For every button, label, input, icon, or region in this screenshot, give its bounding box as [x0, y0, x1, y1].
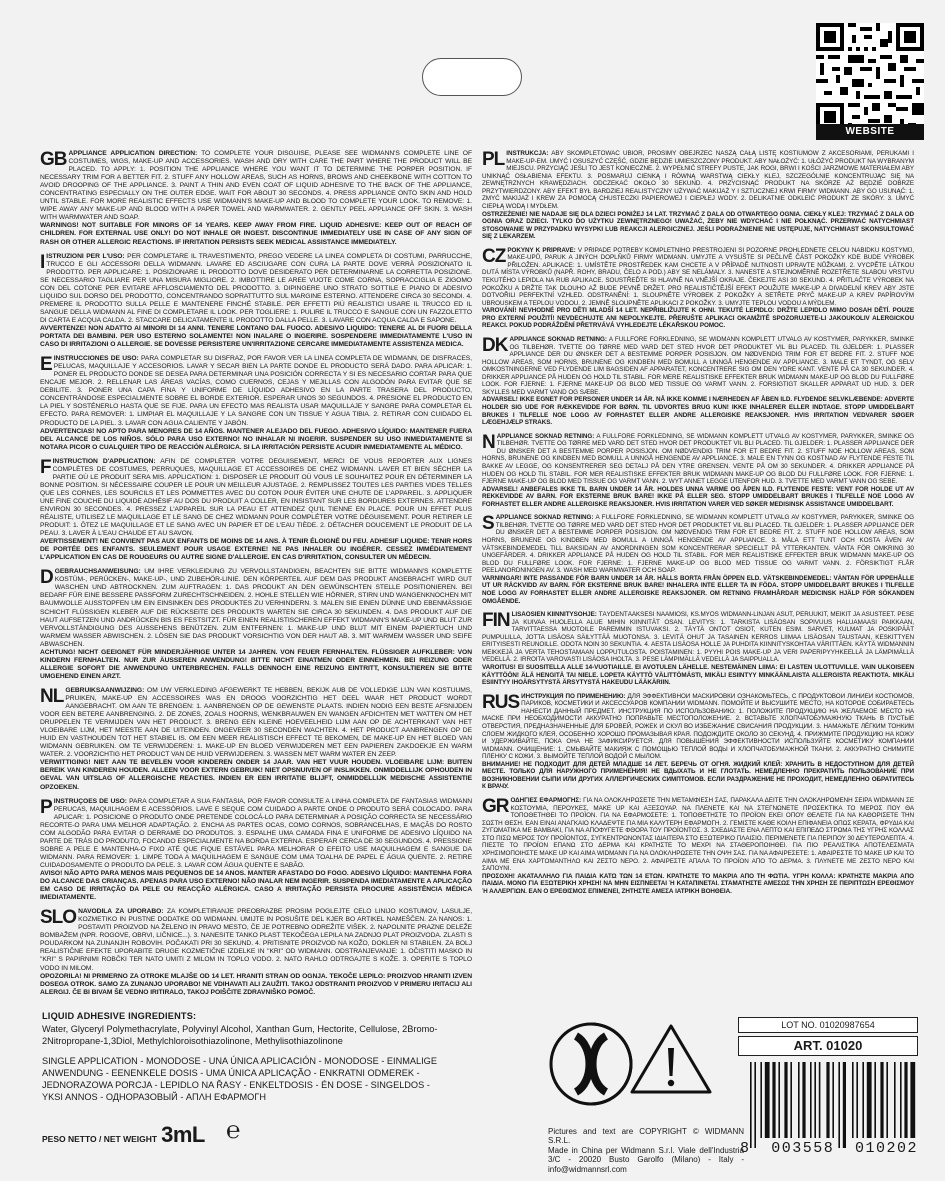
instruction-block-e [40, 355, 472, 452]
instruction-block-s [482, 514, 914, 605]
instruction-block-d [40, 568, 472, 681]
instruction-block-f [40, 458, 472, 563]
barcode-bar [814, 1062, 816, 1138]
warning-text: AVVERTENZE! NON ADATTO AI MINORI DI 14 ANNI. TENERE LONTANO DAL FUOCO. ADESIVO LIQUIDO: TENERE AL DI FUORI DELLA PORTATA DEI BAMBINI. PER USO ESTERNO SOLAMENTE! NON INALARE O INGERIRE. SOSPENDERE IMMEDIATAMENTE L'USO IN CASO DI IRRITAZIONI O ALLERGIE. SE DOVESSE PERSISTERE UN'IRRITAZIONE CERCARE IMMEDIATAMENTE ASSISTENZA MEDICA. [40, 324, 472, 349]
language-code: I [40, 252, 45, 273]
instructions-column-right [482, 150, 914, 895]
net-weight [42, 1122, 205, 1148]
language-code: GR [482, 797, 509, 817]
instruction-heading: NAVODILA ZA UPORABO: [78, 908, 164, 916]
language-code: GB [40, 150, 67, 170]
instruction-text: TO COMPLETE YOUR DISGUISE, PLEASE SEE WIDMANN'S COMPLETE LINE OF COSTUMES, WIGS, MAKE-UP AND ACCESSORIES. WASH AND DRY WITH CARE THE PART WHERE THE PRODUCT WILL BE PLACED. TO APPLY: 1. POSITION THE APPLIANCE WHERE YOU WANT IT TO DETERMINE THE PORPER POSITION. IF NECESSARY TRIM FOR A BETTER FIT. 2. STUFF ANY HOLLOW AREAS, SUCH AS HORNS, BROWS AND CHEEKBONE WITH COTTON TO AVOID DROOPING OF THE APPLIANCE. 3. PAINT A THIN AND EVEN COAT OF LIQUID ADHESIVE TO THE BACK OF THE APPLIANCE, CONCENTRATING ESPECIALLY ON THE OUTER EDGE. WAIT FOR ABOUT 30 SECONDS. 4. PRESS APPLIANCE ONTO SKIN AND HOLD UNTIL STABLE. FOR MORE REALISTIC EFFECTS USE WIDMANN'S MAKE-UP AND BLOOD TO COMPLETE YOUR LOOK. TO REMOVE: 1. WIPE AWAY ANY MAKE-UP AND BLOOD WITH A PAPER TOWEL AND WARMWATER. 2. GENTLY PEEL APPLIANCE OFF SKIN. 3. WASH WITH WARMWATER AND SOAP. [40, 150, 472, 222]
net-weight-value: 3mL [161, 1122, 205, 1147]
barcode-digits [740, 1140, 918, 1157]
instruction-block-gb [40, 150, 472, 247]
language-code: F [40, 457, 51, 478]
warning-text: ADVERTENCIAS! NO APTO PARA MENORES DE 14 AÑOS. MANTENER ALEJADO DEL FUEGO. ADHESIVO LÍQUIDO: MANTENER FUERA DEL ALCANCE DE LOS NIÑOS. SÓLO PARA USO EXTERNO! NO INHALAR NI INGERIR. SUSPENDER SU USO INMEDIATAMENTE SI NOTARA PICOR O CUALQUIER TIPO DE REACCIÓN ALÉRGICA. SI LA IRRITACIÓN PERSISTE ACUDIR INMEDIATAMENTE AL MÉDICO. [40, 427, 472, 451]
warning-text: AVERTISSEMENT! NE CONVIENT PAS AUX ENFANTS DE MOINS DE 14 ANS. À TENIR ÉLOIGNÉ DU FEU. ADHESIF LIQUIDE: TENIR HORS DE PORTÉE DES ENFANTS. SEULEMENT POUR USAGE EXTERNE! NE PAS INHALER OU INGÉRER. CESSEZ IMMÉDIATEMENT L'APPLICATION EN CAS DE ROUGEURS OU AUTRE SIGNE D'ALLERGIE. EN CAS D'IRRITATION, CONSULTER UN MÉDECIN. [40, 538, 472, 562]
warning-text: VAROITUS! EI SUOSITELLA ALLE 14-VUOTIAILLE. EI AVOTULEN LÄHELLE. NESTEMÄINEN LIIMA: EI LASTEN ULOTTUVILLE. VAIN ULKOISEEN KÄYTTÖÖN! ÄLÄ HENGITÄ TAI NIELE. LOPETA KÄYTTÖ VÄLITTÖMÄSTI, MIKÄLI ESIINTYY MINKÄÄNLAISTA ALLERGISTA REAKTIOTA. MIKÄLI ESIINTYY IHOÄRSYTYSTÄ ÄRSYTYSTÄ HAKEUDU LÄÄKÄRIIN. [482, 664, 914, 687]
language-code: S [482, 514, 494, 535]
instruction-heading: APPLIANCE APPLICATION DIRECTION: [68, 150, 198, 157]
copyright-block [548, 1127, 744, 1174]
warning-text: ACHTUNG! NICHT GEEIGNET FÜR MINDERJÄHRIGE UNTER 14 JAHREN. VON FEUER FERNHALTEN. FLÜSSIGER AUFKLEBER: VON KINDERN FERNHALTEN. NUR ZUR ÄUSSEREN ANWENDUNG! BITTE NICHT EINATMEN ODER EINNEHMEN. BEI REIZUNG ODER ALLERGIE SOFORT DIE ANWENDUNG UNTERBRECHEN. FALLS DENNOCH EINE REIZUNG EINTRITT, KONSULTIEREN SIE BITTE UMGEHEND EINEN ARZT. [40, 648, 472, 680]
barcode-bar [832, 1062, 834, 1138]
instruction-heading: APPLIANCE SÖKNAD RETNING: [509, 335, 607, 343]
instruction-heading: INSTRUCCIONES DE USO: [53, 355, 139, 363]
warning-text: VAROVÁNÍ! NEVHODNÉ PRO DĚTI MLADŠÍ 14 LET. NEPŘIBLIŽUJTE K OHNI. TEKUTÉ LEPIDLO: DRŽTE LEPIDLO MIMO DOSAH DĚTÍ. POUZE PRO EXTERNÍ POUŽITÍ! NEVDECHUJTE ANI NEPOLYKEJTE. PŘERUŠTE APLIKACI OKAMŽITĚ SPOZORUJETE-LI JAKOUKOLIV ALERGICKOU REAKCI. POKUD PODRÁŽDĚNÍ PŘETRVÁVÁ VYHLEDEJTE LÉKAŘSKOU POMOC. [482, 307, 914, 330]
warning-triangle-icon [628, 1022, 714, 1096]
barcode-bar [819, 1062, 821, 1138]
barcode-bar [798, 1062, 800, 1138]
barcode-bar [754, 1062, 756, 1148]
instruction-heading: ISTRUZIONI PER L'USO: [46, 252, 125, 260]
instruction-text: TÄYDENTÄÄKSESI NAAMIOSI, KS.MYÖS WIDMANN-LINJAN ASUT, PERUUKIT, MEIKIT JA ASUSTEET. PESE JA KUIVAA HUOLELLA ALUE MIHIN KIINNITÄT OSAN. LEVITYS: 1. TARKISTA LISÄOSAN SOPIVUUS HALUAMAASI PAIKKAAN, TARVITTAESSA MUOTOILE PAREMMIN ISTUVAKSI. 2. TÄYTÄ ONTOT OSIOT, KUTEN ESIM. SARVET, KULMAT JA POSKIPÄÄT PUMPULILLA, JOTTA LISÄOSA SÄILYTTÄÄ MUOTONSA. 3. LEVITÄ OHUT JA TASAINEN KERROS LIIMAA LISÄOSAN TAUSTAAN, KESKITTYEN ERITYISESTI REUNOILLE. ODOTA NOIN 30 SEKUNTIA. 4. AESTA LISÄOSA HOLLE JA PUHDITA KIINNITYSKOHTAA VÄRITTÄEN. KÄYTÄ WIDMANNIN MEIKKEJÄ JA VERTA TEHOSTAMAAN LOPPUTULOSTA. POISTAMINEN: 1. PYYHI POIS MAKE-UP JA VERI PAPERIPYYHKEELLÄ JA LÄMPIMÄLLÄ VEDELLÄ. 2. IRROITA VAROVASTI LISÄOSA IHOLTA. 3. PESE LÄMPIMÄLLÄ VEDELLÄ JA SAIPPUALLA. [482, 611, 914, 664]
copyright-line-1: Pictures and text are COPYRIGHT © WIDMANN S.R.L. [548, 1127, 744, 1146]
instruction-block-rus [482, 693, 914, 791]
instruction-heading: INSTRUCTION D'APPLICATION: [52, 457, 156, 465]
barcode-bar [910, 1062, 915, 1138]
ingredients-heading: LIQUID ADHESIVE INGREDIENTS: [42, 1011, 197, 1021]
instruction-text: UM IHRE VERKLEIDUNG ZU VERVOLLSTÄNDIGEN, BEACHTEN SIE BITTE WIDMANN'S KOMPLETTE KOSTÜM-, PERÜCKEN-, MAKE-UP-, UND ZUBEHÖR-LINIE. DEN KÖRPERTEIL AUF DEM DAS PRODUKT ANGEBRACHT WIRD GUT WASCHEN UND ABTROCKNEN. ZUM AUFTRAGEN: 1. DAS PRODUKT AN DEN GEWÜNSCHTEN STELLE POSITIONIEREN. BEI BEDARF FÜR EINE BESSERE PASSFORM ZURECHTSCHNEIDEN. 2. HOHLE STELLEN WIE HÖRNER, STIRN UND WANGENKNOCHEN MIT BAUMWOLLE AUSSTOPFEN UM EIN EINSINKEN DES PRODUKTES ZU VERHINDERN. 3. MALEN SIE EINEN DÜNNE UND EBENMÄSSIGE SCHICHT FLÜSSIGEN KLEBER AUF DIE RÜCKSEITE DES PRODUKTS WARTEN SIE CIRCA 30 SEKUNDEN. 4. DAS PRODUKT AUF DIE HAUT AUFSETZEN UND ANDRÜCKEN BIS ES FESTSITZT. FÜR EINEN REALISTISCHEREN EFFEKT WIDMANN'S MAKE-UP UND BLUT ZUR VERVOLLSTÄNDIGUNG DES AUSSEHENS BENÜTZEN. ZUM ENTFERNEN: 1. MAKE-UP UND BLUT MIT EINEM PAPIERTUCH UND WARMEM WASSER ABWISCHEN. 2. LÖSEN SIE DAS PRODUKT VORSICHTIG VON DER HAUT AB. 3. MIT WARMEM WASSER UND SEIFE ABWASCHEN. [40, 568, 472, 648]
hang-hole [422, 58, 522, 96]
barcode-bar [784, 1062, 787, 1138]
language-code: PL [482, 150, 505, 170]
instruction-text: ABY SKOMPLETOWAĆ UBIÓR, PROSIMY OBEJRZEĆ NASZĄ CAŁĄ LISTĘ KOSTIUMÓW Z AKCESORIAMI, PERUKAMI I MAKE-UP-EM. UMYĆ I OSUSZYĆ CZĘŚĆ, GDZIE BĘDZIE UMIESZCZONY PRODUKT. ABY NAŁOŻYĆ: 1. UŁÓŻYĆ PRODUKT NA WYBRANYM MIEJSCU. PRZYCIĄĆ JEŚLI TO JEST KONIECZNE. 2. WYPEŁNIĆ STREFY PUSTE, JAK ROGI, BRWI I KOŚCI JARZMOWE MATERIAŁEM ABY UNIKNĄĆ OSŁABIENIA EFEKTU. 3. POSMARUJ CIENKĄ I RÓWNĄ WARSTWĄ CIEKŁY KLEJ, SZCZEGÓLNIE KONCENTRUJĄC SIĘ NA ZEWNĘTRZNYCH KRAWĘDZIACH. ODCZEKAĆ OKOŁO 30 SEKUND. 4. PRZYCISNĄĆ PRODUKT NA SKÓRZE AŻ BĘDZIE DOBRZE PRZYTWIERDZONY. ABY EFEKT BYŁ BARDZIEJ REALISTYCZNY UŻYWAĆ MAKIJAŻ Y I SZTUCZNEJ KRWI FIRMY WIDMANN. ABY GO USUNĄĆ: 1. ZMYĆ MAKIJAŻ I KREW ZA POMOCĄ CHUSTECZKI PAPIEROWEJ I CIEPŁEJ WODY. 2. DELIKATNIE ODKLEIĆ PRODUKT ZE SKÓRY. 3. UMYĆ CIEPŁĄ WODĄ I MYDŁEM. [482, 150, 914, 210]
instruction-text: A FULLFÖRE FORKLEDNING, SE WIDMANN KOMPLETT UTVALG AV KOSTYMER, PARYKKER, SMINKE OG TILBEHØR. TVETTE OG TØRRE MED VARD DET STED HVOR DET PRODUKTET VIL BLI PLACED. TIL GJELDER: 1. PLASSER APPLIANCE DER DU ØNSKER DET A BESTEMME PORPER POSISJON. OM NØDVENDIG TRIM FOR ET BEDRE FIT. 2. STUFF NOE HOLLOW AREAS, SOM HORNS, BRUNENE OG KINDBEN MED BOMULL A UNNGÅ HENGENDE AV APPLIANCE. 3. MALE EN TYNN OG KOSTNAD AV FLYTENDE FESTE TIL BAKKE AV LEGGE, OG KONSENTRERER SEG DETALJ PÅ DEN YTRE GRENSEN. VENTE PÅ OM 30 SEKUNDER. 4. DRIKKER APPLIANCE PÅ HUDEN OG HOLD TIL STABIL. FOR MER REALISTISKE EFFEKTER BRUK WIDMANN MAKE-UP OG BLOD DU FULLFØRE LOOK. FOR FJERNE: 1. FJERNE MAKE-UP OG BLOD MED TISSUE OG VARMT VANN. 2. WYT ANNET LEGGE UTENFOR HUD. 3. TVETTE MED VARMT VANN OG SEBE. [482, 432, 914, 486]
instruction-text: V PŘÍPADĚ POTŘEBY KOMPLETNÍHO PŘESTROJENÍ SI POZORNĚ PROHLÉDNĚTE CELOU NABÍDKU KOSTÝMŮ, MAKE-UPŮ, PARUK A JINÝCH DOPLŇKŮ FIRMY WIDMANN. UMYJTE A VYSUŠTE SI PEČLIVĚ ČÁST POKOŽKY KDE BUDE VÝROBEK PŘILOŽEN. APLIKACE: 1. UMÍSTĚTE PROSTŘEDEK KAM CHCETE A V PŘÍPADĚ NUTNOSTI UPRAVTE NŮŽKAMI. 2. VYCPĚTE LÁTKOU DUTÁ MÍSTA VÝROBKŮ (NAPŘ. ROHY, BRADU, ČELO A POD.) ABY SE NELÁMALY. 3. NANESTE A STEJNOMĚRNĚ ROZETŘETE SLABOU VRSTVU TEKUTÉHO LEPIDLA NA RUB APLIKACE. SOUSTŘEĎTE SI HLAVNĚ NA VNĚJŠÍ OKRAJE. ČEKEJTE ASI 30 SEKUND. 4. PŘITLAČTE VÝROBEK NA POKOŽKU A DRŽTE TAK DLOUHO AŽ BUDE PEVNĚ DRŽET. PRO REALISTIČTĚJŠÍ EFEKT POUŽIJTE MAKE-UP A DIVADELNÍ KREV ABY JSTE DOTVOŘILI PERFEKTNÍ VZHLED. ODSTRANĚNÍ: 1. SLOUPNĚTE VÝROBEK Z POKOŽKY A SETŘETE PRYČ MAKE-UP A KREV PAPÍROVÝM UBROUSKEM A TEPLOU VODOU. 2. JEMNĚ SLOUPNĚTE APLIKACI Z POKOŽKY. 3. UMYJTE TEPLOU VODOU A MÝDLEM. [482, 246, 914, 307]
warning-text: VERWITTIGING! NIET AAN TE BEVELEN VOOR KINDEREN ONDER 14 JAAR. VAN HET VUUR HOUDEN. VLOEIBARE LIJM: BUITEN BEREIK VAN KINDEREN HOUDEN. ALLEEN VOOR EXTERN GEBRUIK! NIET OPSNUIVEN OF INSLIKKEN. ONMIDDELLIJK OPHOUDEN IN GEVAL VAN UITSLAG OF ALLERGISCHE REACTIES. INDIEN ER EEN IRRITATIE BLIJFT, ONMIDDELLIJK MEDISCHE ASSISTENTIE OPZOEKEN. [40, 759, 472, 791]
warning-text: VARNINGAR! INTE PASSANDE FÖR BARN UNDER 14 ÅR. HÅLLS BORTA FRÅN ÖPPEN ELD. VÄTSKEBINDEMEDEL: VÄNTAN FÖR UPPEHÅLLE UT UR RÄCKVIDD AV BARN. FÖR EKSTERNE BRUK BARE! INHALERA INTE ELLER TA IN FÖDA. STOPP UMIDDELBART BRUKES I TILFELLE NOE LOGG AV FORHASTET ELLER ANDRE ALLERGISKE REAKSJONER. OM RETNING FRAMHÅRDAR MEDICINSK HJÄLP FÖR SÖKANDEN OMGÅENDE. [482, 574, 914, 605]
instruction-heading: LISÄOSIEN KIINNITYSOHJE: [511, 611, 597, 619]
instruction-heading: APPLIANCE SÖKNAD RETNING: [496, 432, 595, 440]
copyright-line-2: Made in China per Widmann S.r.l. Viale dell'Industria 3/C - 20020 Busto Garolfo (Milano) - Italy - info@widmannsrl.com [548, 1145, 744, 1174]
barcode-bar [843, 1062, 846, 1148]
instruction-text: PARA COMPLETAR A SUA FANTASIA, POR FAVOR CONSULTE A LINHA COMPLETA DE FANTASIAS WIDMANN PERUCAS, MAQUILHAGEM E ACESSÓRIOS. LAVE E SEQUE COM CUIDADO A PARTE ONDE O PRODUTO SERÁ COLOCADO. PARA APLICAR: 1. POSICIONE O PRODUTO ONDE PRETENDE COLOCÁ-LO PARA DETERMINAR A POSIÇÃO CORRECTA SE NECESSÁRIO RECORTE-O PARA UMA MELHOR ADAPTAÇÃO. 2. ENCHA AS PARTES OCAS, COMO CORNOS, SOBRANCELHAS, E MAÇÃS DO ROSTO COM ALGODÃO PARA EVITAR O DERRAME DO PRODUTOS. 3. ESPALHE UMA CAMADA FINA E UNIFORME DE ADESIVO LÍQUIDO NA PARTE DE TRÁS DO PRODUTO, FOCANDO ESPECIALMENTE NA BORDA EXTERNA. ESPERAR CERCA DE 30 SEGUNDOS. 4. PRESSIONE SOBRE A PELE E MANTENHA-O FIXO ATÉ QUE FIQUE ESTÁVEL PARA MELHORAR O EFEITO USE MAQUILHAGEM E SANGUE DA WIDMANN. PARA REMOVER: 1. LIMPE TODA A MAQUILHAGEM E SANGUE COM UMA TOALHA DE PAPEL E ÁGUA QUENTE. 2. RETIRE CUIDADOSAMENTE O PRODUTO DA PELE. 3. LAVAR COM ÁGUA QUENTE E SABÃO. [40, 797, 472, 869]
barcode-bar [880, 1062, 883, 1138]
barcode-bar [810, 1062, 812, 1138]
instruction-text: ΓΙΑ ΝΑ ΟΛΟΚΛΗΡΩΣΕΤΕ ΤΗΝ ΜΕΤΑΜΦΙΕΣΗ ΣΑΣ, ΠΑΡΑΚΑΛΑ ΔΕΙΤΕ ΤΗΝ ΟΛΟΚΛΗΡΩΜΕΝΗ ΣΕΙΡΑ WIDMANN ΣΕ ΚΟΣΤΟΥΜΙΑ, ΠΕΡΟΥΚΕΣ, MAKE UP ΚΑΙ ΑΞΕΣΟΥΑΡ. ΝΑ ΠΛΕΝΕΤΕ ΚΑΙ ΝΑ ΣΤΕΓΝΩΝΕΤΕ ΠΡΟΣΕΚΤΙΚΑ ΤΟ ΜΕΡΟΣ ΠΟΥ ΘΑ ΤΟΠΟΘΕΤΗΘΕΙ ΤΟ ΠΡΟΪΟΝ. ΓΙΑ ΝΑ ΕΦΑΡΜΟΣΕΤΕ: 1. ΤΟΠΟΘΕΤΗΣΤΕ ΤΟ ΠΡΟΪΟΝ ΕΚΕΙ ΟΠΟΥ ΘΕΛΕΤΕ ΓΙΑ ΝΑ ΚΑΘΟΡΙΣΕΤΕ ΤΗΝ ΣΩΣΤΗ ΘΕΣΗ. ΕΑΝ ΕΙΝΑΙ ΑΝΑΓΚΑΙΟ ΚΛΑΔΕΨΤΕ ΓΙΑ ΜΙΑ ΚΑΛΥΤΕΡΗ ΕΦΑΡΜΟΓΗ. 2. ΓΕΜΙΣΤΕ ΚΑΘΕ ΚΟΙΛΗ ΕΠΙΦΑΝΕΙΑ ΟΠΩΣ ΚΕΡΑΤΑ, ΦΡΥΔΙΑ ΚΑΙ ΖΥΓΩΜΑΤΙΚΑ ΜΕ ΒΑΜΒΑΚΙ, ΓΙΑ ΝΑ ΑΠΟΦΥΓΕΤΕ ΦΘΟΡΑ ΤΟΥ ΠΡΟΪΟΝΤΟΣ. 3. ΣΧΕΔΙΑΣΤΕ ΕΝΑ ΛΕΠΤΟ ΚΑΙ ΕΠΙΠΕΔΟ ΣΤΡΩΜΑ ΤΗΣ ΥΓΡΗΣ ΚΟΛΛΑΣ ΣΤΟ ΠΙΣΩ ΜΕΡΟΣ ΤΟΥ ΠΡΟΪΟΝΤΟΣ, ΣΥΓΚΕΝΤΡΩΝΟΝΤΑΣ ΙΔΙΑΙΤΕΡΑ ΣΤΟ ΕΞΩΤΕΡΙΚΟ ΠΛΑΙΣΙΟ. ΠΕΡΙΜΕΝΕΤΕ ΓΙΑ ΠΕΡΙΠΟΥ 30 ΔΕΥΤΕΡΟΛΕΠΤΑ. 4. ΠΙΕΣΤΕ ΤΟ ΠΡΟΪΟΝ ΕΠΑΝΩ ΣΤΟ ΔΕΡΜΑ ΚΑΙ ΚΡΑΤΗΣΤΕ ΤΟ ΜΕΧΡΙ ΝΑ ΣΤΑΘΕΡΟΠΟΙΗΘΕΙ. ΓΙΑ ΠΙΟ ΡΕΑΛΙΣΤΙΚΑ ΑΠΟΤΕΛΕΣΜΑΤΑ ΧΡΗΣΙΜΟΠΟΙΗΣΤΕ MAKE UP ΚΑΙ ΑΙΜΑ WIDMANN ΓΙΑ ΝΑ ΟΛΟΚΛΗΡΩΣΕΤΕ ΤΗΝ ΟΨΗ ΣΑΣ. ΓΙΑ ΝΑ ΑΦΑΙΡΕΣΕΤΕ: 1. ΑΦΑΙΡΕΣΤΕ ΤΟ MAKE UP ΚΑΙ ΤΟ ΑΙΜΑ ΜΕ ΕΝΑ ΧΑΡΤΟΜΑΝΤΗΛΟ ΚΑΙ ΖΕΣΤΟ ΝΕΡΟ. 2. ΑΦΑΙΡΕΣΤΕ ΑΠΑΛΑ ΤΟ ΠΡΟΪΟΝ ΑΠΟ ΤΟ ΔΕΡΜΑ. 3. ΠΛΥΝΕΤΕ ΜΕ ΖΕΣΤΟ ΝΕΡΟ ΚΑΙ ΣΑΠΟΥΝΙ. [482, 797, 914, 873]
website-label: WEBSITE [816, 124, 924, 140]
instruction-heading: POKYNY K PŘÍPRAVĚ: [507, 246, 576, 254]
barcode-digits-left: 003558 [771, 1140, 835, 1157]
barcode-digits-right: 010202 [854, 1140, 918, 1157]
instruction-heading: ΟΔΗΓΙΕΣ ΕΦΑΡΜΟΓΗΣ: [510, 797, 582, 804]
barcode-bar [900, 1062, 902, 1138]
language-code: DK [482, 335, 508, 356]
barcode-bar [778, 1062, 780, 1138]
barcode-bar [750, 1062, 752, 1148]
instruction-heading: ИНСТРУКЦИЯ ПО ПРИМЕНЕНИЮ: [521, 692, 626, 700]
barcode-digit-first: 8 [740, 1140, 751, 1157]
article-number: ART. 01020 [738, 1036, 918, 1056]
barcode-bar [886, 1062, 888, 1138]
barcode-bar [874, 1062, 876, 1138]
ingredients-text: Water, Glyceryl Polymethacrylate, Polyvinyl Alcohol, Xanthan Gum, Hectorite, Cellulose, 2Bromo-2Nitropropane-1,3Diol, Methylchloroisothiazolinone, Methylisothiazolinone [42, 1024, 438, 1046]
instruction-block-gr [482, 797, 914, 895]
barcode-bar [867, 1062, 872, 1138]
warning-text: ADVARSEL! ANBEFALES IKKE TIL BARN UNDER 14 ÅR. HOLDES UNNA VARME OG ÅPEN ILD. FLYTENDE FESTE: VENT FOR HOLDE UT AV REKKEVIDDE AV BARN. FOR EKSTERNE BRUK BARE! IKKE PÅ ELLER SEG. STOPP UMIDDELBART BRUKES I TILFELLE NOE LOGG AV FORHASTET ELLER ANDRE ALLERGISKE REAKSJONER. HVIS IRRITATION VARER VED SØKER MEDISINSK ASSISTANCE UMIDDELBART. [482, 485, 914, 508]
warning-text: OSTRZEŻENIE! NIE NADAJE SIĘ DLA DZIECI PONIŻEJ 14 LAT. TRZYMAĆ Z DALA OD OTWARTEGO OGNIA. CIEKŁY KLEJ: TRZYMAĆ Z DALA OD OGNIA ORAZ DZIECI. TYLKO DO UŻYTKU ZEWNĘTRZNEGO! UWAŻAĆ, ŻEBY NIE WDYCHAĆ I NIE POŁKNĄĆ. PRZERWAĆ NATYCHMIAST STOSOWANIE W PRZYPADKU WYSYPKI LUB REAKCJI ALERGICZNEJ. JEŚLI PODRAŻNIENIE NIE USTĘPUJE, NATYCHMIAST SKONSULTOWAĆ SIĘ Z LEKARZEM. [482, 210, 914, 241]
estimated-sign-icon: ℮ [226, 1118, 239, 1144]
instruction-text: PARA COMPLETAR SU DISFRAZ, POR FAVOR VER LA LINEA COMPLETA DE WIDMANN, DE DISFRACES, PELUCAS, MAQUILLAJE Y ACCESORIOS. LAVAR Y SECAR BIEN LA PARTE DONDE EL PRODUCTO SERÁ DADO. PARA APLICAR: 1. PONER EL PRODUCTO DONDE SE DESEA PARA DETERMINAR UNA POSICIÓN CORRECTA Y SI ES NECESARIO CORTAR PARA QUE ENCAJE MEJOR. 2. RELLENAR LAS ÁREAS VACÍAS, COMO CUERNOS, CEJAS Y MEJILLAS CON ALGODÓN PARA EVITAR QUE SE DEBILITE. 3. PONER UNA CAPA FINA Y UNIFORME DE LÍQUIDO ADHESIVO EN LA PARTE TRASERA DEL PRODUCTO, CONCENTRÁNDOSE ESPECIALMENTE SOBRE EL BORDE EXTERIOR. ESPERAR UNOS 30 SEGUNDOS. 4. PRESIONE EL PRODUCTO EN LA PIEL Y SOSTÉNERLO HASTA QUE SE FIJE. PARA UN EFECTO MAS REALISTA USAR MAQUILLAJE Y SANGRE PARA COMPLETAR EL EFECTO. PARA REMOVER: 1. LIMPIAR EL MAQUILLAJE Y LA SANGRE CON UN TISSUE Y AGUA TIBIA. 2. RETIRAR CON CUIDADO EL PRODUCTO DE LA PIEL. 3. LAVAR CON AGUA CALIENTE Y JABÓN. [40, 355, 472, 427]
instruction-block-i [40, 253, 472, 350]
language-code: N [482, 432, 495, 453]
barcode-bar [856, 1062, 858, 1138]
warning-text: ΠΡΟΣΟΧΗ! ΑΚΑΤΑΛΛΗΛΟ ΓΙΑ ΠΑΙΔΙΑ ΚΑΤΩ ΤΩΝ 14 ΕΤΩΝ. ΚΡΑΤΗΣΤΕ ΤΟ ΜΑΚΡΙΑ ΑΠΟ ΤΗ ΦΩΤΙΑ. ΥΓΡΗ ΚΟΛΛΑ: ΚΡΑΤΗΣΤΕ ΜΑΚΡΙΑ ΑΠΟ ΠΑΙΔΙΑ. ΜΟΝΟ ΓΙΑ ΕΞΩΤΕΡΙΚΗ ΧΡΗΣΗ! ΝΑ ΜΗΝ ΕΙΣΠΝΕΕΤΑΙ Ή ΚΑΤΑΠΙΝΕΤΑΙ. ΣΤΑΜΑΤΗΣΤΕ ΑΜΕΣΩΣ ΤΗΝ ΧΡΗΣΗ ΣΕ ΠΕΡΙΠΤΩΣΗ ΕΡΕΘΙΣΜΟΥ Ή ΑΛΛΕΡΓΙΩΝ. ΕΑΝ Ο ΕΡΕΘΙΣΜΟΣ ΕΠΙΜΕΝΕΙ, ΖΗΤΗΣΤΕ ΑΜΕΣΑ ΙΑΤΡΙΚΗ ΒΟΗΘΕΙΑ. [482, 872, 914, 895]
lot-number: LOT NO. 01020987654 [738, 1017, 918, 1033]
barcode-bar [802, 1062, 805, 1138]
instruction-heading: GEBRUIKSAANWIJZING: [65, 686, 145, 694]
warning-text: ADVARSEL! IKKE EGNET FOR PERSONER UNDER 14 ÅR. NÅ IKKE KOMME I NÆRHEDEN AF ÅBEN ILD. FLYDENDE SELVKLÆBENDE: ADVERTE HOLDER SIG UDE FOR RÆKKEVIDDE FOR BØRN. TIL UDVORTES BRUG KUN! IKKE INHALERER ELLER INDTAGE. STOPP UMIDDELBART BRUKES I TILFELLE NOE LOGG AV FORHASTET ELLER ANDRE ALLERGISKE REAKSJONER. HVIS IRRITATION VEDVARER SØGER LÆGEHJÆLP STRAKS. [482, 396, 914, 427]
instruction-heading: INSTRUÇÕES DE USO: [53, 797, 127, 805]
instruction-block-pl [482, 150, 914, 241]
language-code: RUS [482, 692, 520, 713]
barcode-bar [904, 1062, 907, 1138]
language-code: FIN [482, 611, 510, 632]
instruction-block-p [40, 798, 472, 903]
barcode-bar [894, 1062, 896, 1138]
instruction-block-nl [40, 687, 472, 792]
warning-text: ВНИМАНИЕ! НЕ ПОДХОДИТ ДЛЯ ДЕТЕЙ МЛАДШЕ 14 ЛЕТ. БЕРЕЧЬ ОТ ОГНЯ. ЖИДКИЙ КЛЕЙ: ХРАНИТЬ В НЕДОСТУПНОМ ДЛЯ ДЕТЕЙ МЕСТЕ. ТОЛЬКО ДЛЯ НАРУЖНОГО ПРИМЕНЕНИЯ! НЕ ВДЫХАТЬ И НЕ ГЛОТАТЬ. НЕМЕДЛЕННО ПРЕКРАТИТЬ ПОЛЬЗОВАНИЕ ПРИ ВОЗНИКНОВЕНИИ СЫПИ ИЛИ ДРУГИХ АЛЛЕРГИЧЕСКИХ СИМПТОМОВ. ЕСЛИ РАЗДРАЖЕНИЕ НЕ ПРОХОДИТ, НЕМЕДЛЕННО ОБРАТИТЕСЬ К ВРАЧУ. [482, 760, 914, 791]
instruction-heading: INSTRUKCJA: [506, 150, 549, 157]
instruction-text: ДЛЯ ЭФФЕКТИВНОЙ МАСКИРОВКИ ОЗНАКОМЬТЕСЬ, С ПРОДУКТОВОЙ ЛИНИЕЙ КОСТЮМОВ, ПАРИКОВ, КОСМЕТИКИ И АКСЕССУАРОВ КОМПАНИИ WIDMANN. ПОМОЙТЕ И ВЫСУШИТЕ МЕСТО, НА КОТОРОЕ СОБИРАЕТЕСЬ НАНЕСТИ ДАННЫЙ ПРЕДМЕТ. ИНСТРУКЦИЯ ПО ИСПОЛЬЗОВАНИЮ: 1. ПОЛОЖИТЕ ПРОДУКЦИЮ НА ЖЕЛАЕМОЕ МЕСТО НА МАСКЕ ПРИ НЕОБХОДИМОСТИ АККУРАТНО ПОПРАВЬТЕ МЕСТОПОЛОЖЕНИЕ. 2. ВСТАВЬТЕ ХЛОПЧАТОБУМАЖНУЮ ТКАНЬ В ПУСТЫЕ ОТВЕРСТИЯ, ПРЕДНАЗНАЧЕННЫЕ ДЛЯ БРОВЕЙ, РОЖЕК И СКУЛ ВО ИЗБЕЖАНИЕ СВИСАНИЯ ПРОДУКЦИИ. 3. НАМАЖЬТЕ ЛЁГКИМ ТОНКИМ СЛОЕМ ЖИДКОГО КЛЕЯ, ОСОБЕННО ХОРОШО ПРОМАЗЫВАЯ КРАЯ. ПОДОЖДИТЕ ОКОЛО 30 СЕКУНД. 4. ПРИЖМИТЕ ПРОДУКЦИЮ НА КОЖУ И УДЕРЖИВАЙТЕ, ПОКА ОНА НЕ ЗАФИКСИРУЕТСЯ. ДЛЯ ПОВЫШЕНИЯ ЭФФЕКТИВНОСТИ ИСПОЛЬЗУЙТЕ КОСМЕТИКУ КОМПАНИИ WIDMANN. ОЧИЩЕНИЕ: 1. СМЫВАЙТЕ МАКИЯЖ С ПОМОЩЬЮ ТЕПЛОЙ ВОДЫ И ХЛОПЧАТОБУМАЖНОЙ ТКАНИ. 2. АККУРАТНО СНИМИТЕ ПЛЕНКУ С КОЖИ. 3. ВЫМОЙТЕ ТЕПЛОЙ ВОДОЙ С МЫЛОМ. [482, 692, 914, 761]
language-code: SLO [40, 908, 77, 929]
instruction-text: ZA KOMPLETIRANJE PREOBRAZBE PROSIM POGLEJTE CELO LINIJO KOSTUMOV, LASULJE, KOZMETIKO IN PUSTNE DODATKE OD WIDMANN. UMIJTE IN POSUŠITE DEL KJER BO ARTIKEL NAMEŠČEN. ZA NANOS: 1. POSTAVITI PROIZVOD NA ŽELENO IN PRAVO MESTO, ČE JE POTREBNO ODREŽITE VIŠEK. 2. NAPOLNITE PRAZNE DELEŽE BOMBAŽEM (NPR. ROGOVE, OBRVI, LIČNICE...). 3. NANESITE TANKO PLAST TEKOČEGA LEPILA NA ZADNJO PLAT PROIZVODA. ZLASTI S POUDARKOM NA ZUNANJIH ROBOVIH. POČAKATI PRI 30 SEKUND. 4. PRITISNITE PROIZVOD NA KOŽO, DOKLER NI STABILEN. ZA BOLJ REALISTIČNE EFEKTE UPORABITE DRUGE KOZMETIČNE IZDELKE IN "KRI" OD WIDMANN. ODSTRANJEVANJE: 1. OČISTITI MASKO IN "KRI" S PAPIRNIMI ROBČKI TER NATO UMITI Z MILOM IN TOPLO VODO. 2. NATO RAHLO ODTRGAJTE S KOŽE. 3. OPERITE S TOPLO VODO IN MILOM. [40, 908, 472, 972]
instruction-text: OM UW VERKLEDING AFGEWERKT TE HEBBEN, BEKIJK AUB DE VOLLEDIGE LIJN VAN KOSTUUMS, PRUIKEN, MAKE-UP EN ACCESSOIRES WAS EN DROOG VOORZICHTIG HET DEEL WAAR HET PRODUCT WORDT AANGEBRACHT. OM AAN TE BRENGEN: 1. AANBRENGEN OP DE GEWENSTE PLAATS. INDIEN NODIG EEN BESTE AFSNIJDEN VOOR EEN BETERE AANBRENGING. 2. DE ZONES, ZOALS HOORNS, WENKBRAUWEN EN WANGEN AFDICHTEN MET WATTEN OM HET DRUPPELEN TE VERMIJDEN VAN HET PRODUCT. 3. BRENG EEN KLEINE HOEVEELHEID LIJM AAN OP DE ACHTERKANT VAN HET VLOEIBARE LIJM, HET MEESTE AAN DE UITEINDEN. ONGEVEER 30 SECONDEN WACHTEN. 4. HET PRODUCT AANBRENGEN OP DE HUID EN VASTHOUDEN TOT HET STABIEL IS. OM EEN MEER REALISTISCH EFFECT TE BEKOMEN, DE MAKE-UP EN HET BLOED VAN WIDMANN GEBRUIKEN. OM TE VERWIJDEREN: 1. MAKE-UP EN BLOED VERWIJDEREN MET EEN PAPIEREN ZAKDOEKJE EN WARM WATER. 2. VOORZICHTIG HET PRODUCT VAN DE HUID VERWIJDEREN. 3. WASSEN MET WARM WATER EN ZEEP. [40, 686, 472, 759]
barcode-bar [790, 1062, 792, 1138]
language-code: CZ [482, 246, 506, 267]
qr-code[interactable] [816, 22, 924, 132]
barcode-bar [760, 1062, 762, 1138]
warning-text: WARNINGS! NOT SUITABLE FOR MINORS OF 14 YEARS. KEEP AWAY FROM FIRE. LIQUID ADHESIVE: KEEP OUT OF REACH OF CHILDREN. FOR EXTERNAL USE ONLY! DO NOT INHALE OR INGEST. DISCONTINUE IMMEDIATELY USE IN CASE OF ANY SIGN OF RASH OR OTHER ALLERGIC REACTIONS. IF IRRITATION PERSISTS SEEK MEDICAL ASSISTANCE IMMEDIATELY. [40, 222, 472, 246]
warning-text: OPOZORILA! NI PRIMERNO ZA OTROKE MLAJŠE OD 14 LET. HRANITI STRAN OD OGNJA. TEKOČE LEPILO: PROIZVOD HRANITI IZVEN DOSEGA OTROK. SAMO ZA ZUNANJO UPORABO! NE VDIHAVATI ALI ZAUŽITI. TAKOJ ODSTRANITI PROIZVOD V PRIMERU IRITACIJ ALI ALERGIJ. ČE BI BIVAM ŠE VEDNO IRITIRALO, TAKOJ POIŠČITE ZDRAVNIŠKO POMOČ. [40, 972, 472, 996]
instruction-text: PER COMPLETARE IL TRAVESTIMENTO, PREGO VEDERE LA LINEA COMPLETA DI COSTUMI, PARRUCCHE, TRUCCO E GLI ACCESSORI DELLA WIDMANN. LAVARE ED ASCIUGARE CON CURA LA PARTE DOVE VERRÀ POSIZIONATO IL PRODOTTO. PER APPLICARE: 1. POSIZIONARE IL PRODOTTO DOVE DESIDERATO PER DETERMINARNE LA CORRETTA POSIZIONE. SE NECESSARIO TAGLIARE PER UNA MISURA MIGLIORE. 2. IMBOTTIRE LE AREE VUOTE COME CORNA, SOPRACCIGLIA E ZIGOMO CON DEL COTONE PER EVITARE AFFLOSCIAMENTO DEL PRODOTTO. 3. DIPINGERE UNO STRATO SOTTILE E PIANO DI ADESIVO LIQUIDO SUL DORSO DEL PRODOTTO, CONCENTRANDO SOPRATTUTTO SUL MARGINE ESTERNO. ATTENDERE CIRCA 30 SECONDI. 4. PREMERE IL PRODOTTO SULLA PELLE E MANTENERE FINCHÉ STABILE. PER EFFETTI PIÙ REALISTICI USARE IL TRUCCO ED IL SANGUE DELLA WIDMANN AL FINE DI COMPLETARE IL LOOK. PER TOGLIERE: 1. PULIRE IL TRUCCO E SANGUE CON UN FAZZOLETTO DI CARTA E ACQUA CALDA. 2. STACCARE DELICATAMENTE IL PRODOTTO DALLA PELLE. 3. LAVARE CON ACQUA CALDA E SAPONE. [40, 252, 472, 324]
instruction-block-slo [40, 908, 472, 997]
instruction-text: A FULLFÖRE FORKLEDNING, SE WIDMANN KOMPLETT UTVALG AV KOSTYMER, PARYKKER, SMINKE OG TILBEHØR. TVETTE OG TØRRE MED VARD DET STED HVOR DET PRODUKTET VIL BLI PLACED. TIL GJELDER: 1. PLASSER APPLIANCE DER DU ØNSKER DET A BESTEMME PORPER POSISJON. OM NØDVENDIG TRIM FOR ET BEDRE FIT. 2. STUFF NOE HOLLOW AREAS, SOM HORNS, BRUNENE OG KINDBEN MED BOMULL A UNNGÅ HENGENDE AV APPLIANCE. 3. MALE ET TYNDT, OG SELV OMKOSTNINGERNE VED FLYDENDE LIM BAGSIDEN AF APPARATET, KONCENTRERE SIG OM DEN YDRE KANT. VENTE PÅ CA 30 SEKUNDER. 4. DRIKKER APPLIANCE PÅ HUDEN OG HOLD TIL STABIL. FOR MERE REALISTISKE EFFEKTER BRUK WIDMANN MAKE-UP OG BLOD DU FULLFØRE LOOK. FOR FJERNE: 1. FJERNE MAKE-UP OG BLOD MED TISSUE OG VARMT VANN. 2. FORSIGTIGT SKALLER APPARAT UD HUD. 3. DER SKYLLES MED VARMT VAND OG SÆBE. [482, 335, 914, 396]
barcode-bar [838, 1062, 840, 1148]
warning-text: AVISO! NÃO APTO PARA MENOS MAIS PEQUENOS DE 14 ANOS. MANTER AFASTADO DO FOGO. ADESIVO LÍQUIDO: MANTENHA FORA DO ALCANCE DAS CRIANÇAS. APENAS PARA USO EXTERNO! NÃO INALAR NEM INGERIR. SUSPENDA IMEDIATAMENTE A APLICAÇÃO EM CASO DE IRRITAÇÃO DA PELE OU REACÇÃO ALÉRGICA. CASO A IRRITAÇÃO PERSISTA PROCURE ASSISTÊNCIA MÉDICA IMEDIATAMENTE. [40, 869, 472, 902]
instruction-block-fin [482, 611, 914, 687]
language-code: E [40, 355, 52, 376]
instruction-heading: APPLIANCE SÖKNAD RETNING: [495, 514, 594, 522]
single-application-text: SINGLE APPLICATION - MONODOSE - UNA ÚNICA APLICACIÓN - MONODOSE - EINMALIGE ANWENDUNG - EENENKELE DOSIS - UMA ÚNICA APLICAÇÃO - ENKRATNI ODMEREK - JEDNORAZOWA PORCJA - LEPIDLO NA ŘASY - ENKELTDOSIS - ÉN DOSE - SINGELDOS - YKSI ANNOS - ОДНОРАЗОВЫЙ - ΑΠΛΗ ΕΦΑΡΜΟΓΗ [42, 1056, 437, 1102]
barcode-bar [765, 1062, 770, 1138]
net-weight-label: PESO NETTO / NET WEIGHT [42, 1134, 158, 1144]
instruction-block-n [482, 433, 914, 509]
instruction-text: A FULLFÖRE FORKLEDNING, SE WIDMANN KOMPLETT UTVALG AV KOSTYMER, PARYKKER, SMINKE OG TILBEHØR. TVETTE OG TØRRE MED VARD DET STED HVOR DET PRODUKTET VIL BLI PLACED. TIL GJELDER: 1. PLASSER APPLIANCE DER DU ØNSKER DET A BESTEMME PORPER POSISJON. OM NØDVENDIG TRIM FOR ET BEDRE FIT. 2. STUFF NOE HOLLOW AREAS, SOM HORNS, BRUNENE OG KINDBEN MED BOMULL A UNNGÅ HENGENDE AV APPLIANCE. 3. MÅLA ETT TUNT OCH KOSTA ÄVEN AV VÄTSKEBINDEMEDEL TILL BAKSIDAN AV ANORDNINGEN SOM KONCENTRERAR SPECIELLT PÅ YTTERKANTEN. VÄNTA FÖR OMKRING 30 UNGEFÄRDER. 4. DRIKKER APPLIANCE PÅ HUDEN OG HOLD TIL STABIL. FOR MER REALISTISKE EFFEKTER BRUK WIDMANN MAKE-UP OG BLOD DU FULLFØRE LOOK. FOR FJERNE: 1. FJERNE MAKE-UP OG BLOD MED TISSUE OG VARMT VANN. 2. FÖRSIKTIGT FLÅR PEELANORDNINGEN AV. 3. WASH MED WARMWATER OCH SOAP. [482, 514, 914, 575]
ingredients-section [42, 1011, 442, 1103]
instruction-block-dk [482, 336, 914, 427]
green-dot-recycle-icon [546, 1016, 636, 1116]
language-code: P [40, 797, 52, 818]
language-code: D [40, 568, 53, 589]
barcode-bar [826, 1062, 829, 1138]
instructions-column-left [40, 150, 472, 997]
barcode-bar [772, 1062, 775, 1138]
instruction-text: AFIN DE COMPLÉTER VOTRE DÉGUISEMENT, MERCI DE VOUS REPORTER AUX LIGNES COMPLÈTES DE COSTUMES, PERRUQUES, MAQUILLAGE ET ACCESSOIRES DE CHEZ WIDMANN. LAVER ET BIEN SÉCHER LA PARTIE OÙ LE PRODUIT SERA MIS. APPLICATION: 1. DISPOSER LE PRODUIT OÙ VOUS LE SOUHAITEZ POUR EN DÉTERMINER LA BONNE POSITION. SI NÉCESSAIRE COUPER LE POUR UN MEILLEUR AJUSTAGE. 2. REMPLISSEZ TOUTES LES PARTIES VIDES TELLES QUE LES CORNES, LES SOURCILS ET LES POMMETTES AVEC DU COTON POUR ÉVITER UNE CHUTE DE L'APPAREIL. 3. APPLIQUER UNE FINE COUCHE DU LIQUIDE ADHÉSIF AU DOS DU PRODUIT A COLLER, EN INSISTANT SUR LES BORDURES EXTERNES. ATTENDRE ENVIRON 30 SECONDES. 4. PRESSEZ L'APPAREIL SUR LA PEAU ET ATTENDEZ QU'IL TIENNE EN PLACE. POUR UN EFFET PLUS RÉALISTE, UTILISEZ LE MAQUILLAGE ET LE SANG DE CHEZ WIDMANN POUR COMPLÉTER VOTRE DÉGUISEMENT. POUR RETIRER LE PRODUIT: 1. ÔTEZ LE MAQUILLAGE ET LE SANG AVEC UN PAPIER ET DE L'EAU TIÈDE. 2. DÉTACHER DOUCEMENT LE PRODUIT DE LA PEAU. 3. LAVER À L'EAU CHAUDE ET AU SAVON. [40, 457, 472, 538]
instruction-heading: GEBRAUCHSANWEISUNG: [54, 568, 141, 576]
instruction-block-cz [482, 247, 914, 330]
barcode-bar [862, 1062, 864, 1138]
language-code: NL [40, 686, 64, 707]
barcode-bar [852, 1062, 854, 1138]
